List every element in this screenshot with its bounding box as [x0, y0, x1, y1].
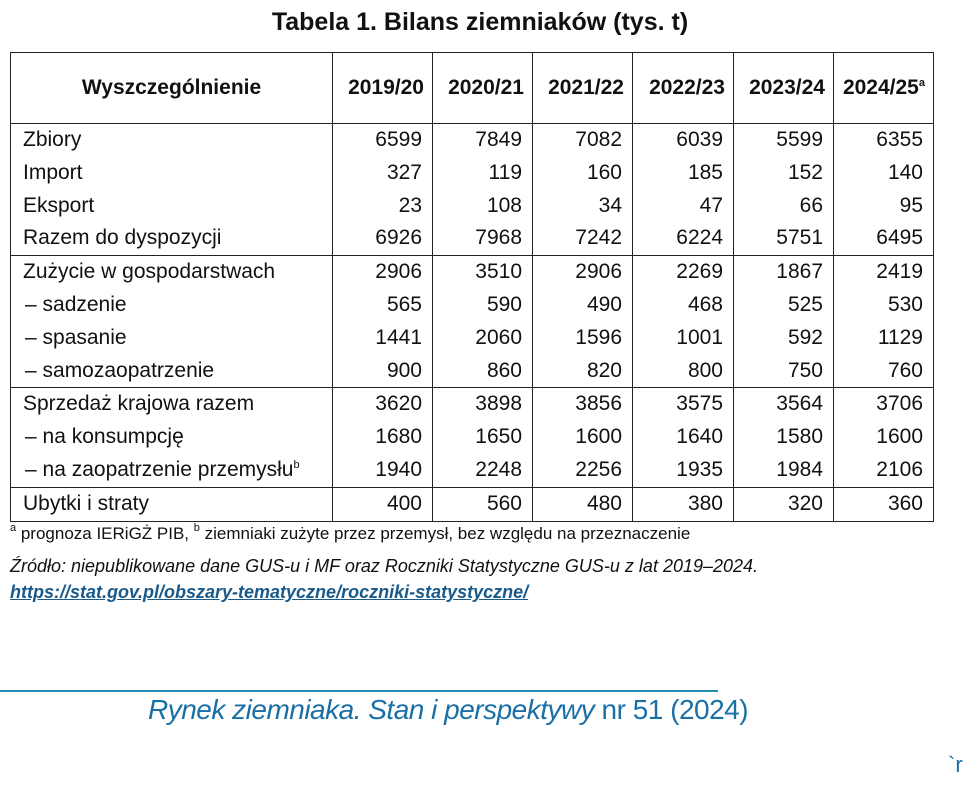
- footnotes: [10, 524, 690, 544]
- table-row: [11, 222, 934, 255]
- header-year: 2020/21: [433, 53, 533, 124]
- header-year: 2023/24: [734, 53, 834, 124]
- table-cell: 860: [433, 355, 533, 388]
- row-label-text: – sadzenie: [25, 292, 127, 316]
- table-header-row: [11, 53, 934, 124]
- table-cell: 23: [333, 190, 433, 223]
- table-cell: 1984: [734, 454, 834, 487]
- table-title: Tabela 1. Bilans ziemniaków (tys. t): [271, 8, 689, 36]
- header-year: 2022/23: [633, 53, 734, 124]
- table-cell: 7849: [433, 124, 533, 157]
- footnote-a-text: prognoza IERiGŻ PIB,: [16, 524, 194, 543]
- table-cell: 7082: [533, 124, 633, 157]
- row-label: [11, 454, 333, 487]
- row-label: [11, 256, 333, 289]
- row-label-text: Razem do dyspozycji: [23, 226, 222, 250]
- table-cell: 34: [533, 190, 633, 223]
- table-cell: 2248: [433, 454, 533, 487]
- table-cell: 2906: [333, 256, 433, 289]
- row-label-text: Zużycie w gospodarstwach: [23, 260, 276, 284]
- table-cell: 1441: [333, 322, 433, 355]
- table-cell: 108: [433, 190, 533, 223]
- table-cell: 900: [333, 355, 433, 388]
- source-link[interactable]: https://stat.gov.pl/obszary-tematyczne/roczniki-statystyczne/: [10, 582, 529, 602]
- table-cell: 95: [834, 190, 934, 223]
- table-cell: 6495: [834, 222, 934, 255]
- table-row: [11, 487, 934, 521]
- footer-rule: [0, 690, 718, 692]
- table-cell: 152: [734, 157, 834, 190]
- table-cell: 185: [633, 157, 734, 190]
- row-label: [11, 157, 333, 190]
- table-cell: 3564: [734, 388, 834, 421]
- table-cell: 1680: [333, 421, 433, 454]
- table-cell: 2419: [834, 256, 934, 289]
- table-cell: 47: [633, 190, 734, 223]
- table-cell: 1650: [433, 421, 533, 454]
- table-cell: 380: [633, 487, 734, 521]
- table-cell: 7242: [533, 222, 633, 255]
- row-label-text: – na zaopatrzenie przemysłu: [25, 457, 294, 481]
- table-cell: 6039: [633, 124, 734, 157]
- table-cell: 1600: [533, 421, 633, 454]
- table-row: [11, 388, 934, 421]
- table-cell: 3575: [633, 388, 734, 421]
- row-label-text: Zbiory: [23, 128, 82, 151]
- footnote-mark-a: a: [10, 522, 17, 534]
- table-row: [11, 190, 934, 223]
- table-cell: 590: [433, 289, 533, 322]
- journal-issue: nr 51 (2024): [594, 694, 749, 725]
- row-label-text: Eksport: [23, 193, 95, 217]
- source-note: Źródło: niepublikowane dane GUS-u i MF oraz Roczniki Statystyczne GUS-u z lat 2019–2024.: [10, 556, 759, 576]
- table-cell: 6599: [333, 124, 433, 157]
- table-cell: 1600: [834, 421, 934, 454]
- footnote-b-text: ziemniaki zużyte przez przemysł, bez względu na przeznaczenie: [199, 524, 691, 543]
- journal-footer: [148, 694, 748, 726]
- table-cell: 6926: [333, 222, 433, 255]
- table-cell: 3856: [533, 388, 633, 421]
- table-cell: 6355: [834, 124, 934, 157]
- table-cell: 1935: [633, 454, 734, 487]
- row-label-text: – samozaopatrzenie: [25, 358, 215, 382]
- table-cell: 530: [834, 289, 934, 322]
- footnote-mark-b: b: [193, 522, 200, 534]
- table-cell: 1580: [734, 421, 834, 454]
- corner-fragment: `r: [948, 752, 963, 777]
- table-row: [11, 124, 934, 157]
- table-cell: 820: [533, 355, 633, 388]
- table-cell: 2906: [533, 256, 633, 289]
- table-cell: 6224: [633, 222, 734, 255]
- table-cell: 3510: [433, 256, 533, 289]
- table-cell: 2106: [834, 454, 934, 487]
- table-cell: 360: [834, 487, 934, 521]
- table-cell: 468: [633, 289, 734, 322]
- table-cell: 160: [533, 157, 633, 190]
- table-cell: 7968: [433, 222, 533, 255]
- table-cell: 750: [734, 355, 834, 388]
- footnote-mark-b: b: [293, 458, 300, 471]
- row-label-text: Ubytki i straty: [23, 491, 150, 515]
- table-row: [11, 157, 934, 190]
- table-cell: 2256: [533, 454, 633, 487]
- table-cell: 1640: [633, 421, 734, 454]
- table-cell: 327: [333, 157, 433, 190]
- row-label-text: – na konsumpcję: [25, 425, 184, 449]
- table-cell: 1867: [734, 256, 834, 289]
- balance-table: [10, 52, 934, 522]
- table-cell: 565: [333, 289, 433, 322]
- table-cell: 400: [333, 487, 433, 521]
- row-label: [11, 487, 333, 521]
- header-year: 2021/22: [533, 53, 633, 124]
- row-label: [11, 124, 333, 157]
- table-cell: 2269: [633, 256, 734, 289]
- table-cell: 5599: [734, 124, 834, 157]
- table-cell: 3620: [333, 388, 433, 421]
- table-cell: 800: [633, 355, 734, 388]
- row-label: [11, 190, 333, 223]
- table-cell: 320: [734, 487, 834, 521]
- table-cell: 592: [734, 322, 834, 355]
- table-cell: 119: [433, 157, 533, 190]
- table-cell: 3706: [834, 388, 934, 421]
- row-label: [11, 388, 333, 421]
- row-label-text: – spasanie: [25, 325, 127, 349]
- table-row: [11, 421, 934, 454]
- table-row: [11, 322, 934, 355]
- table-cell: 1940: [333, 454, 433, 487]
- table-cell: 480: [533, 487, 633, 521]
- table-row: [11, 289, 934, 322]
- table-cell: 66: [734, 190, 834, 223]
- table-cell: 760: [834, 355, 934, 388]
- footnote-mark-a: a: [918, 77, 925, 89]
- row-label-text: Sprzedaż krajowa razem: [23, 392, 255, 416]
- header-year-forecast: 2024/25$^a$: [834, 53, 934, 124]
- table-cell: 1596: [533, 322, 633, 355]
- row-label: [11, 289, 333, 322]
- row-label: [11, 222, 333, 255]
- row-label: [11, 421, 333, 454]
- table-row: [11, 454, 934, 487]
- table-cell: 5751: [734, 222, 834, 255]
- header-label: Wyszczególnienie: [11, 53, 333, 124]
- table-cell: 525: [734, 289, 834, 322]
- row-label: [11, 322, 333, 355]
- table-cell: 560: [433, 487, 533, 521]
- table-cell: 2060: [433, 322, 533, 355]
- table-cell: 3898: [433, 388, 533, 421]
- table-row: [11, 256, 934, 289]
- journal-title: Rynek ziemniaka. Stan i perspektywy: [148, 694, 595, 725]
- table-cell: 1001: [633, 322, 734, 355]
- header-year: 2019/20: [333, 53, 433, 124]
- table-row: [11, 355, 934, 388]
- table-cell: 1129: [834, 322, 934, 355]
- table-cell: 490: [533, 289, 633, 322]
- row-label-text: Import: [23, 160, 83, 184]
- table-cell: 140: [834, 157, 934, 190]
- row-label: [11, 355, 333, 388]
